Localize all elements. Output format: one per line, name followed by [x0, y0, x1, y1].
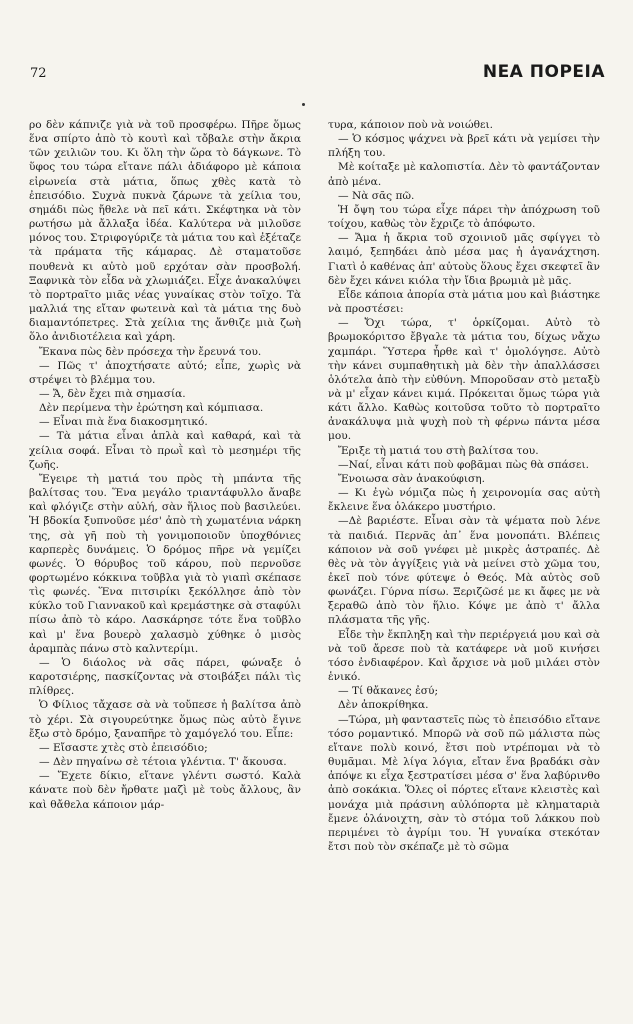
paragraph: — Ὄχι τώρα, τ' ὁρκίζομαι. Αὐτὸ τὸ βρωμοκόριτσο ἔβγαλε τὰ μάτια του, δίχως νἄχω χαμπάρι. Ὕστερα ἦρθε καὶ τ' ὁμολόγησε. Αὐτὸ τὴν κάνει συμπαθητικὴ μὰ δὲν τὴν ἀπαλλάσσει ὁλότελα ἀπὸ τὴν εὐθύνη. Μποροῦσαν στὸ μεταξὺ νὰ μ' εἶχαν κάνει κιμά. Πρόκειται ὅμως τώρα γιὰ κάτι ἄλλο. Καθὼς κοιτοῦσα τοῦτο τὸ πορτραῖτο ἀνακάλυψα μιὰ ψυχὴ ποὺ τὴ φέρνω πάντα μέσα μου. — [328, 317, 600, 443]
paragraph: Ὁ Φίλιος τἄχασε σὰ νὰ τοὔπεσε ἡ βαλίτσα ἀπὸ τὸ χέρι. Σὰ σιγουρεύτηκε ὅμως πὼς αὐτὸ ἔγινε ἔξω στὸ δρόμο, ξαναπῆρε τὸ χαμόγελό του. Εἶπε: — [29, 699, 301, 740]
paragraph: —Δὲ βαριέστε. Εἶναι σὰν τὰ ψέματα ποὺ λένε τὰ παιδιά. Περνᾶς ἀπ᾽ ἕνα μονοπάτι. Βλέπεις κάποιον νὰ σοῦ γνέφει μὲ μικρὲς ἀστραπές. Δὲ θὲς νὰ τὸν ἀγγίξεις γιὰ νὰ μείνει στὸ χῶμα του, ἐκεῖ ποὺ τόνε φύτεψε ὁ Θεός. Μὰ αὐτὸς σοῦ φωνάζει. Γύρνα πίσω. Ξεριζῶσέ με κι ἄφες με νὰ ξεραθῶ ἀπὸ τὸν ἥλιο. Κόψε με ἀπὸ τ' ἄλλα πλάσματα τῆς γῆς. — [328, 515, 600, 627]
paragraph: — Νὰ σᾶς πῶ. — [338, 189, 415, 202]
paragraph: — Πῶς τ' ἀποχτήσατε αὐτό; εἶπε, χωρὶς νὰ στρέψει τὸ βλέμμα του. — [29, 359, 301, 386]
paragraph: Εἶδε τὴν ἔκπληξη καὶ τὴν περιέργειά μου καὶ σὰ νὰ τοῦ ἄρεσε ποὺ τὰ κατάφερε νὰ μοῦ κινήσει τόσο ἐνδιαφέρον. Καὶ ἄρχισε νὰ μοῦ μιλάει στὸν ἑνικό. — [328, 628, 600, 684]
running-title: ΝΕΑ ΠΟΡΕΙΑ — [482, 62, 605, 82]
paragraph: Δὲν ἀποκρίθηκα. — [338, 699, 429, 712]
paragraph: Δὲν περίμενα τὴν ἐρώτηση καὶ κόμπιασα. — [39, 402, 264, 415]
left-text-column — [29, 118, 301, 812]
paragraph: — Ἄ, δὲν ἔχει πιὰ σημασία. — [39, 387, 186, 400]
paragraph: — Ἄμα ἡ ἄκρια τοῦ σχοινιοῦ μᾶς σφίγγει τὸ λαιμό, ξεπηδάει ἀπὸ μέσα μας ἡ ἀγανάχτηση. Γιατὶ ὁ καθένας ἀπ' αὐτοὺς ὅλους ἔχει σκεφτεῖ ἂν δὲν ἔχει κάνει κιόλα τὴν ἴδια βρωμιὰ μὲ μᾶς. — [328, 232, 600, 287]
paragraph: Ἡ ὄψη του τώρα εἶχε πάρει τὴν ἀπόχρωση τοῦ τοίχου, καθὼς τὸν ἔχριζε τὸ ἀπόφωτο. — [328, 203, 600, 231]
paragraph: Εἶδε κάποια ἀπορία στὰ μάτια μου καὶ βιάστηκε νὰ προστέσει: — [328, 288, 600, 316]
paragraph: —Ναί, εἶναι κάτι ποὺ φοβᾶμαι πὼς θὰ σπάσει. — [338, 458, 589, 471]
paragraph: Ἔνοιωσα σὰν ἀνακούφιση. — [338, 472, 485, 485]
paragraph: ρο δὲν κάπνιζε γιὰ νὰ τοῦ προσφέρω. Πῆρε ὅμως ἕνα σπίρτο ἀπὸ τὸ κουτὶ καὶ τὄβαλε στὴν ἄκρια τῶν χειλιῶν του. Κι ὅλη τὴν ὥρα τὸ δάγκωνε. Τὸ ὕφος του τώρα εἴτανε πάλι ἀδιάφορο μὲ κάποια εἰρωνεία στὰ μάτια, ὅπως χθὲς κατὰ τὸ ἐπεισόδιο. Συχνὰ πυκνὰ ζάρωνε τὰ χείλια του, σημάδι πὼς ἤθελε νὰ πεῖ κάτι. Σκέφτηκα νὰ τὸν ρωτήσω μὰ ἄλλαξα ἰδέα. Καλύτερα νὰ μιλοῦσε μόνος του. Στριφογύριζε τὰ μάτια του καὶ ἐξέταζε τὰ πράματα τῆς κάμαρας. Δὲ σταματοῦσε πουθενὰ κι αὐτὸ μοῦ ερχόταν σὰν προσβολή. Ξαφνικὰ τὸν εἶδα νὰ χλωμιάζει. Εἶχε ἀνακαλύψει τὸ πορτραῖτο μιᾶς νέας γυναίκας στὸν τοῖχο. Τὰ μαλλιά της εἴταν φωτεινὰ καὶ τὰ μάτια της δυὸ διαμαντόπετρες. Στὰ χείλια της ἄνθιζε μιὰ ζωὴ ὅλο ἀνιδιοτέλεια καὶ χάρη. — [29, 119, 301, 344]
paragraph: — Εἶναι πιὰ ἕνα διακοσμητικό. — [39, 416, 208, 429]
page-header — [0, 0, 633, 100]
paragraph: — Ὁ διάολος νὰ σᾶς πάρει, φώναξε ὁ καροτσιέρης, πασκίζοντας νὰ στοιβάξει πάλι τὶς πλίθρες. — [29, 656, 301, 698]
paragraph: Μὲ κοίταξε μὲ καλοπιστία. Δὲν τὸ φαντάζονταν ἀπὸ μένα. — [328, 161, 600, 188]
page-number: 72 — [30, 66, 47, 81]
paragraph: τυρα, κάποιον ποὺ νὰ νοιώθει. — [328, 119, 493, 131]
paragraph: Ἔριξε τὴ ματιά του στὴ βαλίτσα του. — [338, 444, 539, 457]
right-text-column — [328, 118, 600, 854]
paragraph: Ἔγειρε τὴ ματιά του πρὸς τὴ μπάντα τῆς βαλίτσας του. Ἕνα μεγάλο τριαντάφυλλο ἄναβε καὶ φλόγιζε στὴν αὐλή, σὰν ἥλιος ποὺ βασιλεύει. Ἡ βδοκία ξυπνοῦσε μέσ' ἀπὸ τὴ χωματένια νάρκη της, σὰ γῆ ποὺ τὴ γονιμοποιοῦν ὑποχθόνιες καρπερὲς δυνάμεις. Ὁ δρόμος πῆρε νὰ γεμίζει φωνές. Ὁ θόρυβος τοῦ κάρου, ποὺ περνοῦσε φορτωμένο κόκκινα τοῦβλα γιὰ τὸ γιαπὶ σκέπασε τὶς φωνές. Ἕνα πιτσιρίκι ξεκόλλησε ἀπὸ τὸν κύκλο τοῦ Γιαννακοῦ καὶ κρεμάστηκε σὰ σταφύλι πίσω ἀπὸ τὸ κάρο. Λασκάρησε τότε ἕνα τοῦβλο καὶ μ' ἕνα βουερὸ χαλασμὸ χύθηκε ὁ μισὸς ἀραμπὰς πάνω στὸ καλντερίμι. — [29, 472, 301, 655]
paragraph: — Εἴσαστε χτὲς στὸ ἐπεισόδιο; — [39, 741, 208, 754]
paragraph: — Ἔχετε δίκιο, εἴτανε γλέντι σωστό. Καλὰ κάνατε ποὺ δὲν ἤρθατε μαζὶ μὲ τοὺς ἄλλους, ἂν καὶ θἄθελα κάποιον μάρ- — [29, 770, 301, 811]
paragraph: — Δὲν πηγαίνω σὲ τέτοια γλέντια. Τ' ἄκουσα. — [39, 756, 287, 769]
print-mark — [302, 103, 305, 106]
paragraph: — Τὰ μάτια εἶναι ἁπλὰ καὶ καθαρά, καὶ τὰ χείλια σοφά. Εἶναι τὸ πρωῒ καὶ τὸ μεσημέρι τῆς ζωῆς. — [29, 430, 301, 471]
paragraph: — Τί θἄκανες ἐσύ; — [338, 685, 439, 698]
paragraph: — Κι ἐγὼ νόμιζα πὼς ἡ χειρονομία σας αὐτὴ ἔκλεινε ἕνα ὁλάκερο μυστήριο. — [328, 487, 600, 514]
paragraph: Ἔκανα πὼς δὲν πρόσεχα τὴν ἔρευνά του. — [39, 345, 262, 358]
paragraph: — Ὁ κόσμος ψάχνει νὰ βρεῖ κάτι νὰ γεμίσει τὴν πλήξη του. — [328, 133, 600, 160]
paragraph: —Τώρα, μὴ φανταστεῖς πὼς τὸ ἐπεισόδιο εἴτανε τόσο ρομαντικό. Μπορῶ νὰ σοῦ πῶ μάλιστα πὼς εἴτανε πολὺ κοινό, ἔτσι ποὺ ντρέπομαι νὰ τὸ θυμᾶμαι. Μὲ λίγα λόγια, εἴταν ἕνα βραδάκι σὰν ἀπόψε κι εἶχα ξεστρατίσει μέσα σ' ἕνα λαβύρινθο ἀπὸ σοκάκια. Ὅλες οἱ πόρτες εἴτανε κλειστὲς καὶ μονάχα μιὰ πράσινη αὐλόπορτα μὲ κληματαριὰ ἔμενε ὁλάνοιχτη, σὰν τὸ στόμα τοῦ λάκκου ποὺ περιμένει τὸ ἀγρίμι του. Ἡ γυναίκα στεκόταν ἔτσι ποὺ τὸν σκέπαζε μὲ τὸ σῶμα — [328, 713, 600, 853]
